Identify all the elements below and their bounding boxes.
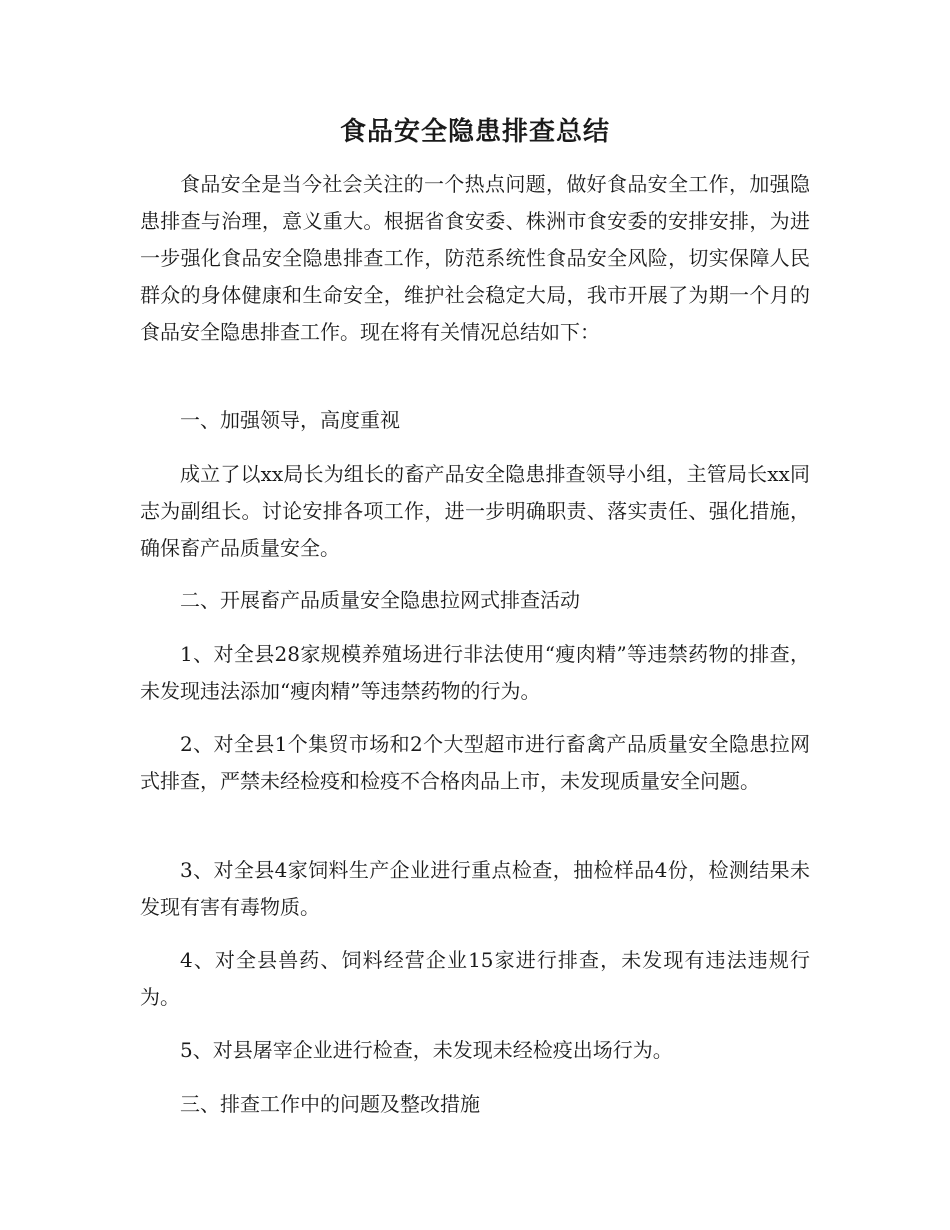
section-heading-1: 一、加强领导，高度重视 [180,408,400,432]
list-item-5: 5、对县屠宰企业进行检查，未发现未经检疫出场行为。 [180,1038,673,1062]
list-item-4: 4、对全县兽药、饲料经营企业15家进行排查，未发现有违法违规行为。 [140,948,810,1009]
section-heading-2: 二、开展畜产品质量安全隐患拉网式排查活动 [180,588,580,612]
list-item-3: 3、对全县4家饲料生产企业进行重点检查，抽检样品4份，检测结果未发现有害有毒物质。 [140,858,810,919]
list-item-2: 2、对全县1个集贸市场和2个大型超市进行畜禽产品质量安全隐患拉网式排查，严禁未经检疫和检疫不合格肉品上市，未发现质量安全问题。 [140,732,810,793]
paragraph-leadership: 成立了以xx局长为组长的畜产品安全隐患排查领导小组，主管局长xx同志为副组长。讨论安排各项工作，进一步明确职责、落实责任、强化措施，确保畜产品质量安全。 [140,462,810,560]
document-title: 食品安全隐患排查总结 [339,117,610,147]
section-heading-3: 三、排查工作中的问题及整改措施 [180,1092,480,1116]
paragraph-intro: 食品安全是当今社会关注的一个热点问题，做好食品安全工作，加强隐患排查与治理，意义重大。根据省食安委、株洲市食安委的安排安排，为进一步强化食品安全隐患排查工作，防范系统性食品安全风险，切实保障人民群众的身体健康和生命安全，维护社会稳定大局，我市开展了为期一个月的食品安全隐患排查工作。现在将有关情况总结如下： [140,172,810,344]
list-item-1: 1、对全县28家规模养殖场进行非法使用“瘦肉精”等违禁药物的排查，未发现违法添加“瘦肉精”等违禁药物的行为。 [140,642,810,703]
